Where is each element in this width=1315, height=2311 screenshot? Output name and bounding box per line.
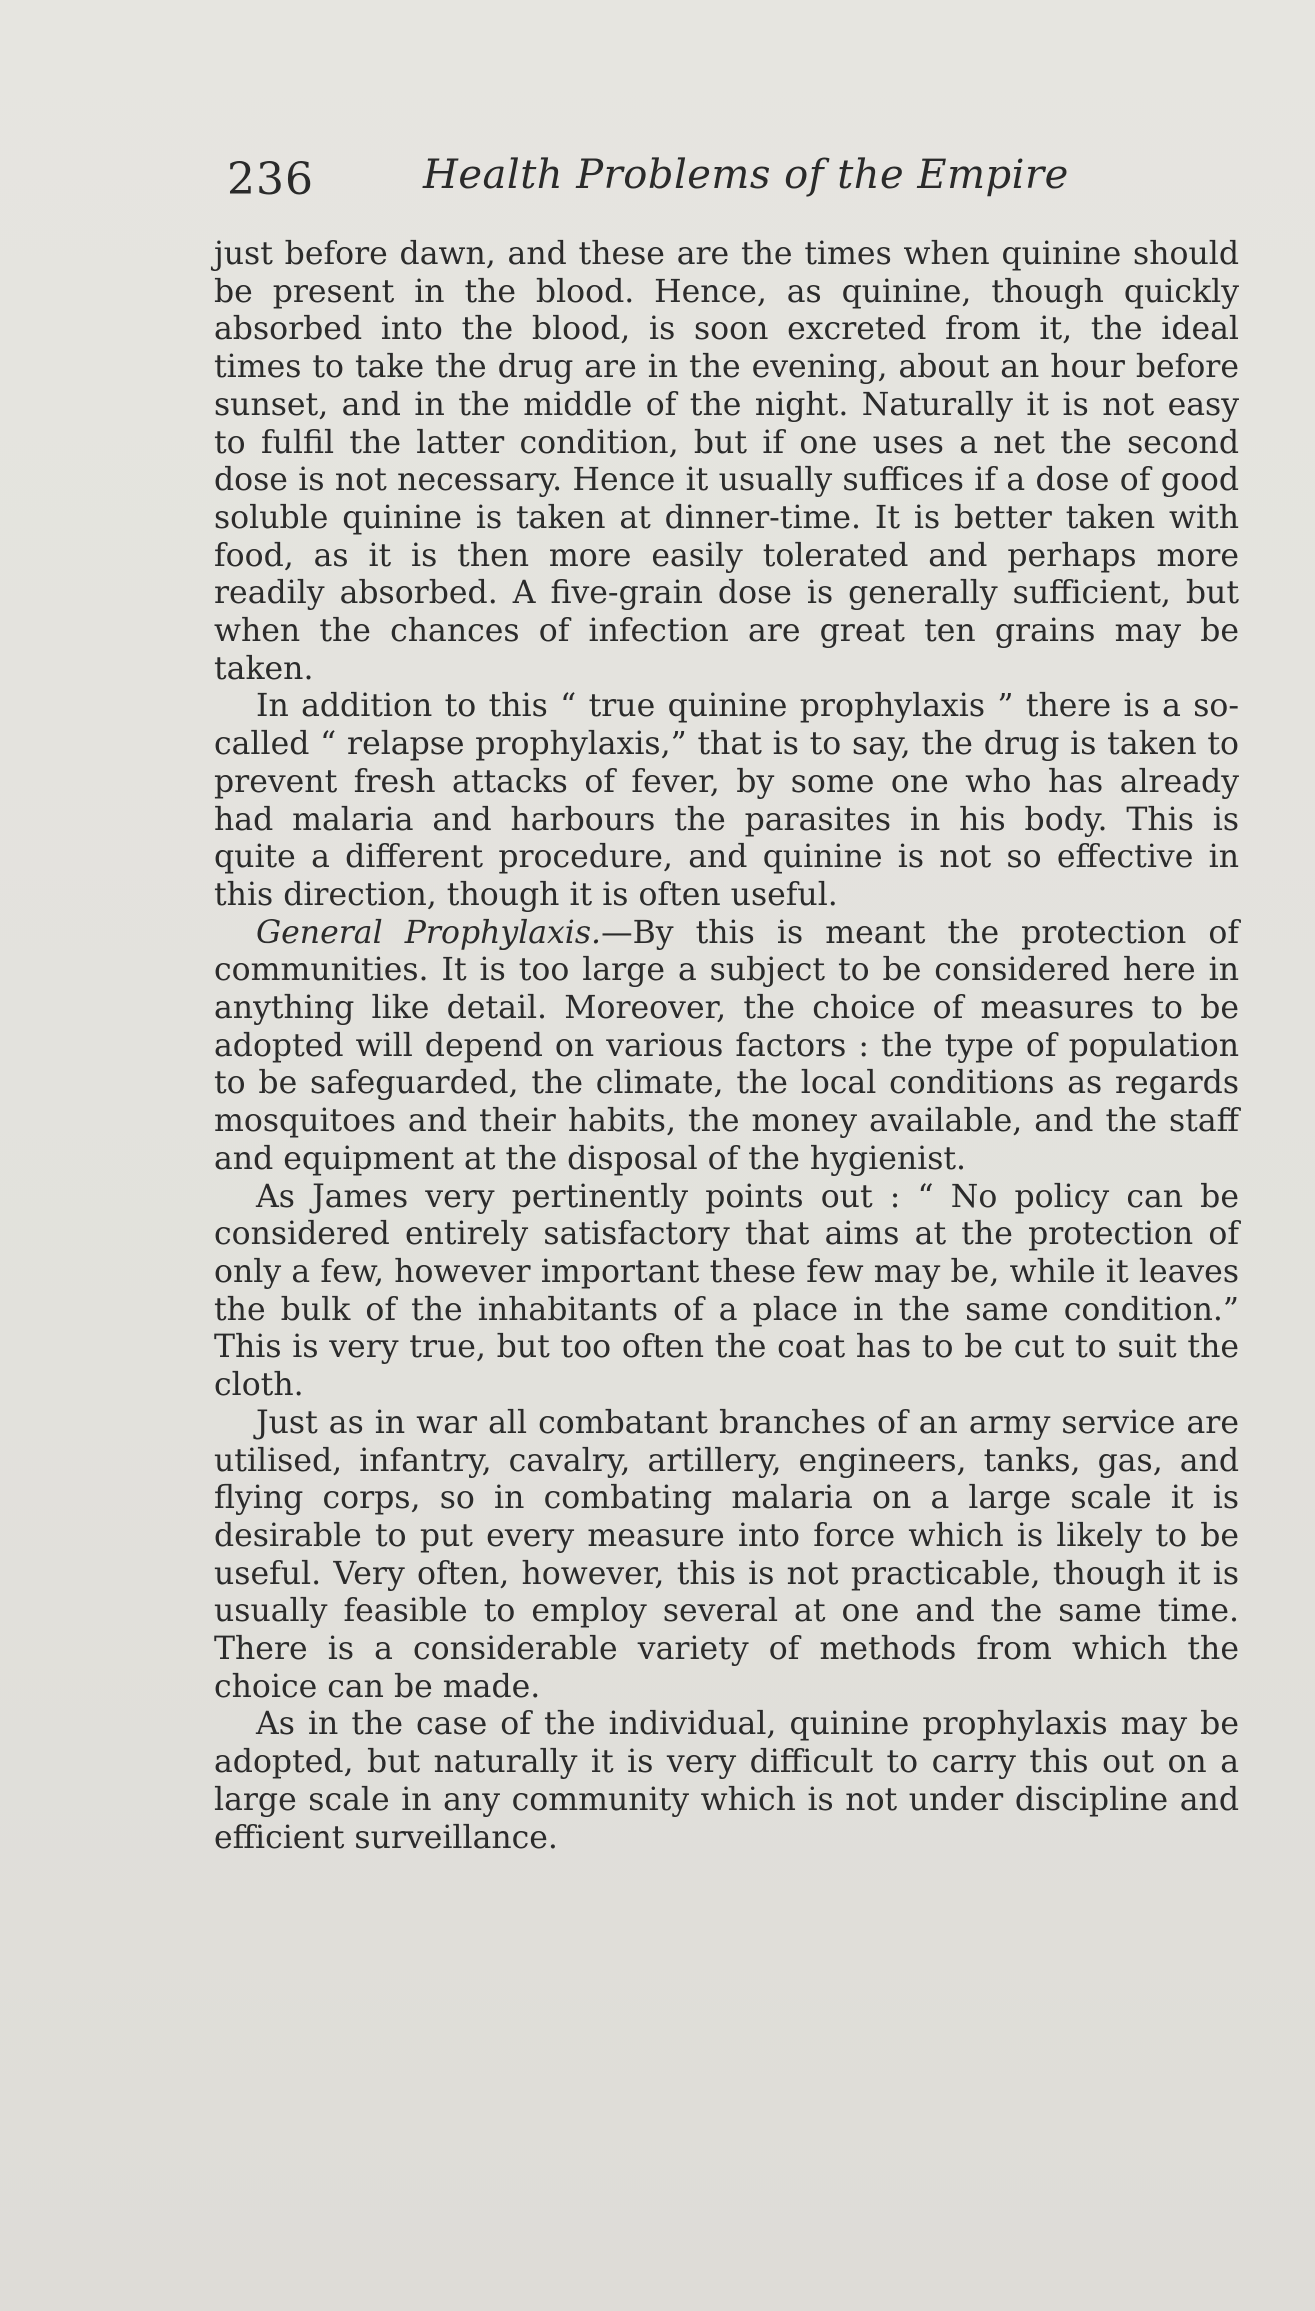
running-title: Health Problems of the Empire <box>423 152 1069 198</box>
paragraph-text: In addition to this “ true quinine prophylaxis ” there is a so-called “ relapse prophylaxis,” that is to say, the drug is taken to prevent fresh attacks of fever, by some one who has already had malaria and harbours the parasites in his body. This is quite a different procedure, and quinine is not so effective in this direction, though it is often useful. <box>214 688 1239 913</box>
paragraph-war-analogy <box>214 1405 1239 1707</box>
paragraph-text: —By this is meant the protection of communities. It is too large a subject to be considered here in anything like detail. Moreover, the choice of measures to be adopted will depend on various factors : the type of population to be safeguarded, the climate, the local conditions as regards mosquitoes and their habits, the money available, and the staff and equipment at the disposal of the hygienist. <box>214 914 1240 1177</box>
paragraph-text: Just as in war all combatant branches of an army service are utilised, infantry, cavalry, artillery, engineers, tanks, gas, and flying corps, so in combating malaria on a large scale it is desirable to put every measure into force which is likely to be useful. Very often, however, this is not practicable, though it is usually feasible to employ several at one and the same time. There is a considerable variety of methods from which the choice can be made. <box>214 1404 1239 1705</box>
page-header <box>227 150 1237 220</box>
section-heading-inline: General Prophylaxis. <box>256 914 602 951</box>
paragraph-continuation <box>214 236 1239 688</box>
body-text <box>214 236 1239 1857</box>
paragraph-general-prophylaxis <box>214 915 1239 1179</box>
paragraph-james-quote <box>214 1179 1239 1405</box>
page-number: 236 <box>227 154 314 205</box>
paragraph-text: just before dawn, and these are the times when quinine should be present in the blood. Hence, as quinine, though quickly absorbed into the blood, is soon excreted from it, the ideal times to take the drug are in the evening, about an hour before sunset, and in the middle of the night. Naturally it is not easy to fulfil the latter condition, but if one uses a net the second dose is not necessary. Hence it usually suffices if a dose of good soluble quinine is taken at dinner-time. It is better taken with food, as it is then more easily tolerated and perhaps more readily absorbed. A five-grain dose is generally sufficient, but when the chances of infection are great ten grains may be taken. <box>214 236 1239 687</box>
paragraph-relapse-prophylaxis <box>214 688 1239 914</box>
paragraph-quinine-community <box>214 1706 1239 1857</box>
paragraph-text: As James very pertinently points out : “ No policy can be considered entirely satisfactory that aims at the protection of only a few, however important these few may be, while it leaves the bulk of the inhabitants of a place in the same condition.” This is very true, but too often the coat has to be cut to suit the cloth. <box>214 1178 1239 1404</box>
paragraph-text: As in the case of the individual, quinine prophylaxis may be adopted, but naturally it is very difficult to carry this out on a large scale in any community which is not under discipline and efficient surveillance. <box>214 1706 1239 1856</box>
